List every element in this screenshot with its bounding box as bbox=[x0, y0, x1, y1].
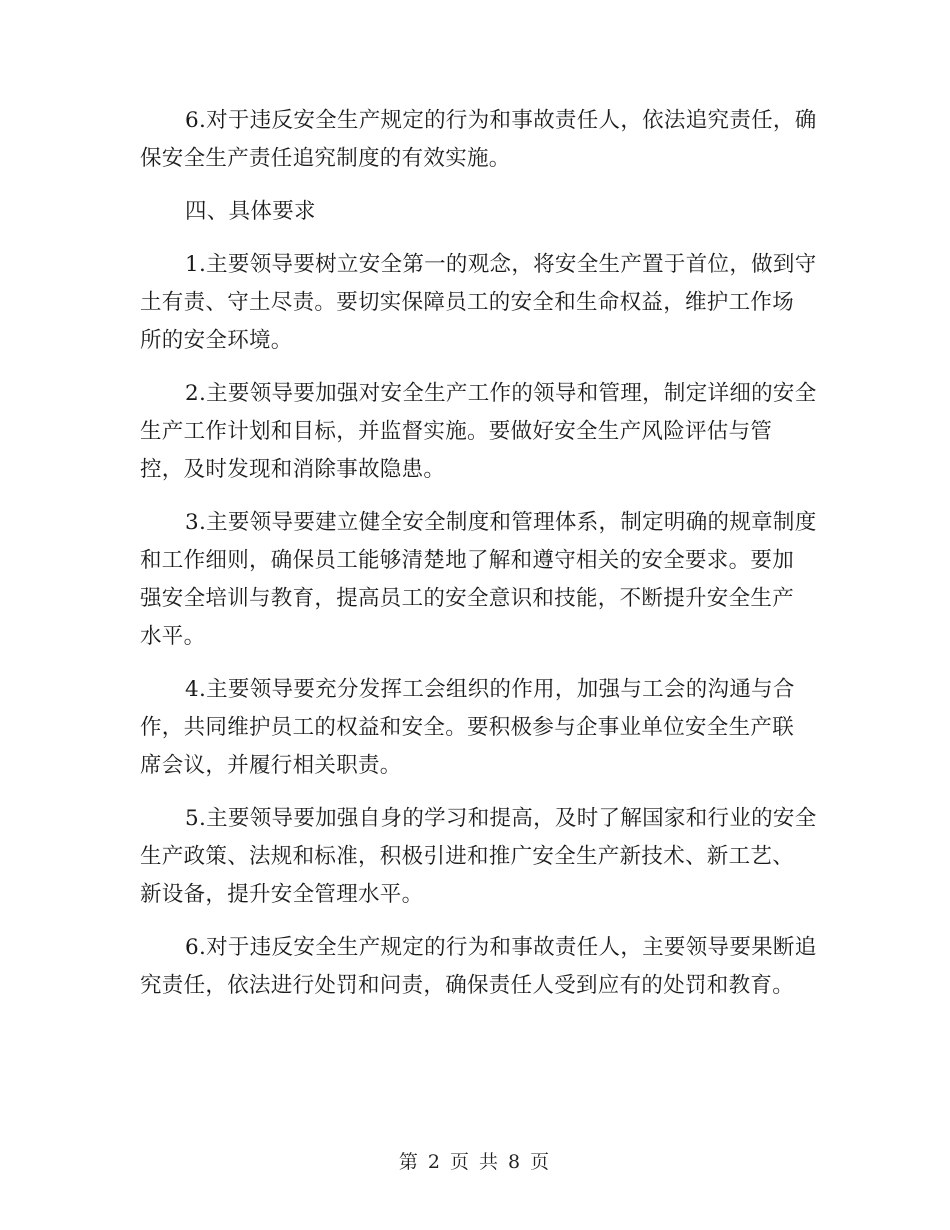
text-line: 土有责、守土尽责。要切实保障员工的安全和生命权益，维护工作场 bbox=[140, 290, 795, 315]
paragraph-requirement-5 bbox=[140, 800, 816, 914]
text-line: 4.主要领导要充分发挥工会组织的作用，加强与工会的沟通与合 bbox=[185, 677, 795, 702]
text-line: 究责任，依法进行处罚和问责，确保责任人受到应有的处罚和教育。 bbox=[140, 973, 795, 998]
text-line: 控，及时发现和消除事故隐患。 bbox=[140, 457, 446, 482]
text-line: 新设备，提升安全管理水平。 bbox=[140, 882, 424, 907]
paragraph-requirement-1 bbox=[140, 246, 816, 360]
text-line: 1.主要领导要树立安全第一的观念，将安全生产置于首位，做到守 bbox=[185, 252, 817, 277]
section-heading-text: 四、具体要求 bbox=[185, 199, 316, 224]
text-line: 和工作细则，确保员工能够清楚地了解和遵守相关的安全要求。要加 bbox=[140, 548, 795, 573]
paragraph-requirement-3 bbox=[140, 504, 816, 656]
text-line: 6.对于违反安全生产规定的行为和事故责任人，依法追究责任，确 bbox=[185, 108, 817, 133]
text-line: 强安全培训与教育，提高员工的安全意识和技能，不断提升安全生产 bbox=[140, 586, 795, 611]
page-number-footer: 第 2 页 共 8 页 bbox=[398, 1151, 552, 1173]
text-line: 水平。 bbox=[140, 624, 206, 649]
text-line: 6.对于违反安全生产规定的行为和事故责任人，主要领导要果断追 bbox=[185, 935, 817, 960]
text-line: 生产政策、法规和标准，积极引进和推广安全生产新技术、新工艺、 bbox=[140, 844, 795, 869]
text-line: 5.主要领导要加强自身的学习和提高，及时了解国家和行业的安全 bbox=[185, 806, 817, 831]
paragraph-requirement-4 bbox=[140, 671, 816, 785]
text-line: 保安全生产责任追究制度的有效实施。 bbox=[140, 146, 511, 171]
text-line: 2.主要领导要加强对安全生产工作的领导和管理，制定详细的安全 bbox=[185, 381, 817, 406]
document-body bbox=[140, 102, 816, 1005]
paragraph-item-6-accountability bbox=[140, 102, 816, 178]
text-line: 席会议，并履行相关职责。 bbox=[140, 753, 402, 778]
section-heading-specific-requirements bbox=[140, 193, 816, 231]
text-line: 3.主要领导要建立健全安全制度和管理体系，制定明确的规章制度 bbox=[185, 510, 817, 535]
text-line: 所的安全环境。 bbox=[140, 328, 293, 353]
paragraph-requirement-6 bbox=[140, 929, 816, 1005]
text-line: 作，共同维护员工的权益和安全。要积极参与企事业单位安全生产联 bbox=[140, 715, 795, 740]
paragraph-requirement-2 bbox=[140, 375, 816, 489]
text-line: 生产工作计划和目标，并监督实施。要做好安全生产风险评估与管 bbox=[140, 419, 773, 444]
